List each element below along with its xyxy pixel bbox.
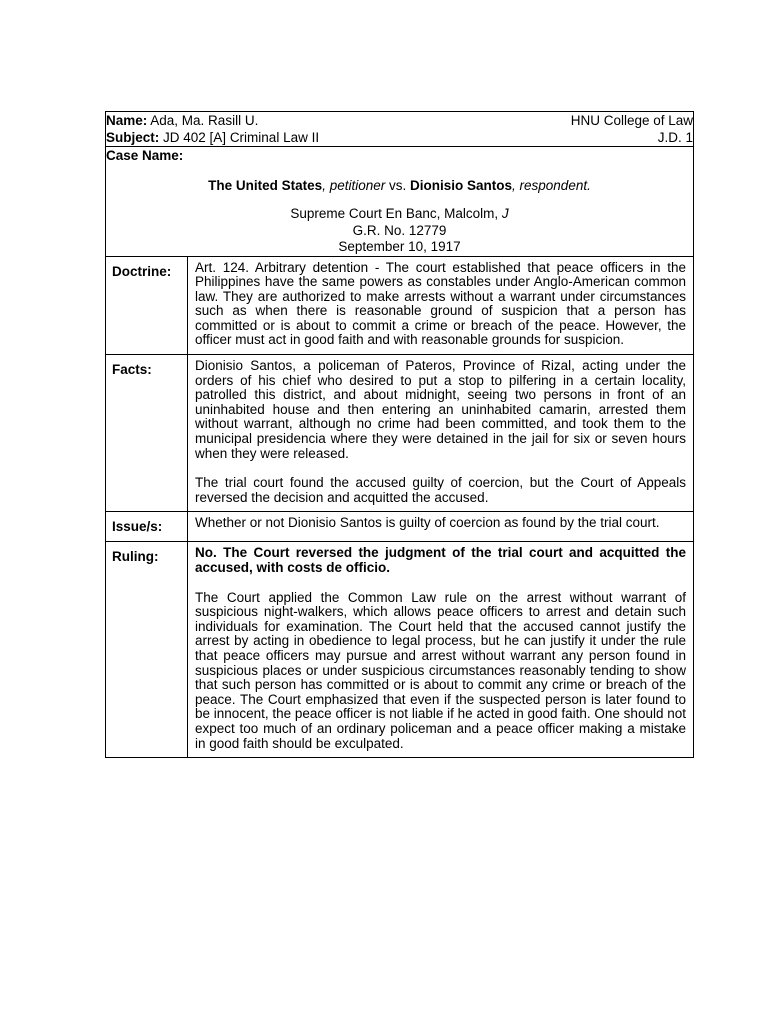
versus-text: vs. xyxy=(385,178,411,193)
petitioner-name: The United States xyxy=(208,178,323,193)
doctrine-text: Art. 124. Arbitrary detention - The court established that peace officers in the Philippines have the same powers as constables under Anglo-American common law. They are authorized to make arrests without a warrant under circumstances such as when there is reasonable ground of suspicion that a person has committed or is about to commit a crime or breach of the peace. However, the officer must act in good faith and with reasonable grounds for suspicion. xyxy=(195,259,687,348)
doctrine-row xyxy=(106,256,694,355)
court-line xyxy=(106,206,693,223)
court-text: Supreme Court En Banc, Malcolm, xyxy=(290,206,502,221)
decision-date: September 10, 1917 xyxy=(338,239,461,254)
ruling-headline: No. The Court reversed the judgment of the trial court and acquitted the accused, with costs de officio. xyxy=(195,545,687,575)
issue-text: Whether or not Dionisio Santos is guilty of coercion as found by the trial court. xyxy=(195,515,660,531)
facts-row xyxy=(106,355,694,512)
school-name: HNU College of Law xyxy=(570,113,694,128)
subject-value: JD 402 [A] Criminal Law II xyxy=(163,130,320,145)
case-name-row xyxy=(106,147,694,257)
student-name xyxy=(106,112,258,129)
ruling-label: Ruling: xyxy=(106,542,188,758)
gr-number: G.R. No. 12779 xyxy=(352,222,447,238)
issue-cell xyxy=(188,512,694,542)
year-level: J.D. 1 xyxy=(657,130,694,145)
name-label: Name: xyxy=(106,113,148,128)
header-cell xyxy=(106,112,694,147)
respondent-role: , respondent. xyxy=(512,178,591,193)
ruling-cell xyxy=(188,542,694,758)
facts-paragraph-2: The trial court found the accused guilty of coercion, but the Court of Appeals reversed the decision and acquitted the accused. xyxy=(195,475,687,505)
doctrine-cell xyxy=(188,256,694,355)
doctrine-label: Doctrine: xyxy=(106,256,188,355)
ruling-text: The Court applied the Common Law rule on the arrest without warrant of suspicious night-walkers, which allows peace officers to arrest and detain such individuals for examination. The Court held that the accused cannot justify the arrest by acting in obedience to legal process, but he can justify it under the rule that peace officers may pursue and arrest without warrant any person found in suspicious places or under suspicious circumstances reasonably tending to show that such person has committed or is about to commit any crime or breach of the peace. The Court emphasized that even if the suspected person is later found to be innocent, the peace officer is not liable if he acted in good faith. One should not expect too much of an ordinary policeman and a peace officer making a mistake in good faith should be exculpated. xyxy=(195,589,687,751)
case-name-cell xyxy=(106,147,694,257)
subject xyxy=(106,129,319,146)
subject-line xyxy=(106,129,693,146)
case-parties xyxy=(106,177,693,194)
name-line xyxy=(106,112,693,129)
respondent-name: Dionisio Santos xyxy=(410,178,513,193)
case-digest-table xyxy=(105,111,694,758)
name-value: Ada, Ma. Rasill U. xyxy=(150,113,259,128)
case-digest-sheet xyxy=(105,111,693,758)
subject-label: Subject: xyxy=(106,130,160,145)
ruling-row xyxy=(106,542,694,758)
facts-paragraph-1: Dionisio Santos, a policeman of Pateros, Province of Rizal, acting under the orders of his chief who desired to put a stop to pilfering in a certain locality, patrolled this district, and about midnight, seeing two persons in front of an uninhabited house and then entering an uninhabited camarin, arrested them without warrant, although no crime had been committed, and took them to the municipal presidencia where they were detained in the jail for six or seven hours when they were released. xyxy=(195,358,687,461)
facts-label: Facts: xyxy=(106,355,188,512)
petitioner-role: , petitioner xyxy=(322,178,386,193)
case-name-label: Case Name: xyxy=(106,148,184,163)
issue-label: Issue/s: xyxy=(106,512,188,542)
justice-initial: J xyxy=(501,206,509,221)
issue-row xyxy=(106,512,694,542)
court-info xyxy=(106,206,693,256)
header-row xyxy=(106,112,694,147)
facts-cell xyxy=(188,355,694,512)
